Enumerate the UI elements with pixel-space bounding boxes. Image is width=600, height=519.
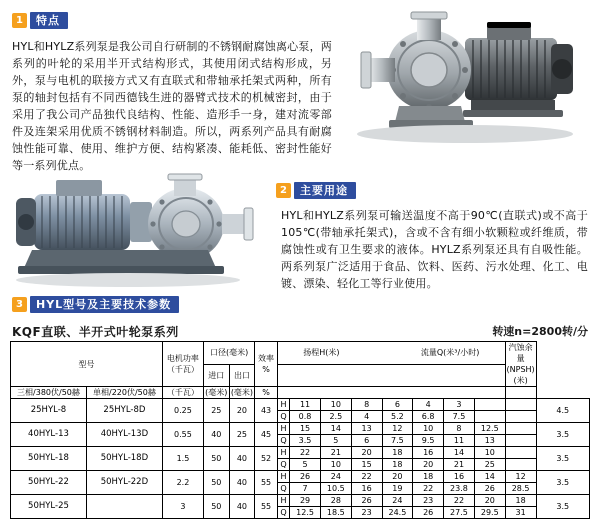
cell-head-value: 11 xyxy=(290,399,321,411)
cell-head-value: 12.5 xyxy=(474,423,505,435)
cell-head-value: 14 xyxy=(474,471,505,483)
cell-inlet: 50 xyxy=(203,495,229,519)
cell-model-3ph: 25HYL-8 xyxy=(11,399,87,423)
header-diameter: 口径(毫米) xyxy=(203,342,254,365)
cell-flow-value: 10 xyxy=(320,459,351,471)
cell-head-value: 15 xyxy=(290,423,321,435)
cell-flow-value: 23.8 xyxy=(444,483,475,495)
header-efficiency: 效率 % xyxy=(255,342,278,387)
cell-flow-value: 23 xyxy=(351,507,382,519)
section-3-number: 3 xyxy=(12,297,27,312)
table-speed-note: 转速n=2800转/分 xyxy=(492,325,588,338)
cell-npsh: 3.5 xyxy=(536,423,590,447)
cell-outlet: 25 xyxy=(229,423,255,447)
pump-with-motor-photo xyxy=(8,172,270,292)
cell-head-value xyxy=(505,399,536,411)
cell-flow-value: 18 xyxy=(382,459,413,471)
cell-head-value xyxy=(474,399,505,411)
cell-inlet: 50 xyxy=(203,471,229,495)
table-body xyxy=(11,399,590,519)
cell-flow-value: 3.5 xyxy=(290,435,321,447)
cell-model-3ph: 50HYL-18 xyxy=(11,447,87,471)
cell-efficiency: 55 xyxy=(255,471,278,495)
cell-power: 3 xyxy=(162,495,203,519)
cell-flow-value xyxy=(474,411,505,423)
cell-flow-value: 7 xyxy=(290,483,321,495)
cell-head-value: 21 xyxy=(320,447,351,459)
cell-q-label: Q xyxy=(277,507,289,519)
cell-flow-value: 13 xyxy=(474,435,505,447)
cell-flow-value: 12.5 xyxy=(290,507,321,519)
cell-model-1ph: 50HYL-22D xyxy=(86,471,162,495)
cell-flow-value: 5 xyxy=(290,459,321,471)
cell-flow-value xyxy=(505,459,536,471)
header-efficiency-unit: % xyxy=(255,387,278,399)
section-3-title: HYL型号及主要技术参数 xyxy=(30,296,179,313)
cell-head-value: 23 xyxy=(413,495,444,507)
cell-head-value: 12 xyxy=(505,471,536,483)
cell-flow-value: 25 xyxy=(474,459,505,471)
cell-head-value: 24 xyxy=(320,471,351,483)
cell-power: 0.25 xyxy=(162,399,203,423)
cell-head-value: 22 xyxy=(444,495,475,507)
section-2-body: HYL和HYLZ系列泵可输送温度不高于90℃(直联式)或不高于105℃(带轴承托架式)，含或不含有细小软颗粒或纤维质，带腐蚀性或有卫生要求的液体。HYLZ系列泵还具有自吸性能。两系列泵广泛适用于食品、饮料、医药、污水处理、化工、电镀、漂染、轻化工等行业使用。 xyxy=(281,209,588,290)
cell-efficiency: 43 xyxy=(255,399,278,423)
table-row xyxy=(11,399,590,411)
table-header-row-3 xyxy=(11,387,590,399)
cell-head-value: 18 xyxy=(382,447,413,459)
header-head-flow-sub xyxy=(277,364,505,387)
cell-model-1ph: 40HYL-13D xyxy=(86,423,162,447)
cell-head-value: 10 xyxy=(320,399,351,411)
cell-head-value: 22 xyxy=(351,471,382,483)
section-2-heading xyxy=(276,182,356,199)
cell-q-label: Q xyxy=(277,435,289,447)
cell-head-value: 14 xyxy=(444,447,475,459)
cell-h-label: H xyxy=(277,495,289,507)
cell-flow-value xyxy=(505,435,536,447)
cell-flow-value: 19 xyxy=(382,483,413,495)
cell-efficiency: 52 xyxy=(255,447,278,471)
cell-flow-value: 0.8 xyxy=(290,411,321,423)
cell-power: 1.5 xyxy=(162,447,203,471)
header-head-label: 扬程H(米) xyxy=(303,348,340,358)
cell-head-value: 12 xyxy=(382,423,413,435)
pump-photo-bottom-left xyxy=(8,172,270,292)
cell-flow-value: 27.5 xyxy=(444,507,475,519)
cell-flow-value: 28.5 xyxy=(505,483,536,495)
cell-flow-value: 15 xyxy=(351,459,382,471)
section-3-heading xyxy=(12,296,179,313)
header-outlet: 出口 xyxy=(229,364,255,387)
header-model-3ph: 三相/380伏/50赫 xyxy=(11,387,87,399)
cell-flow-value: 21 xyxy=(444,459,475,471)
cell-head-value: 18 xyxy=(505,495,536,507)
cell-inlet: 40 xyxy=(203,423,229,447)
table-row xyxy=(11,471,590,483)
header-flow-label: 流量Q(米³/小时) xyxy=(420,348,480,358)
cell-head-value: 10 xyxy=(474,447,505,459)
cell-power: 2.2 xyxy=(162,471,203,495)
cell-head-value: 22 xyxy=(290,447,321,459)
cell-flow-value: 6 xyxy=(351,435,382,447)
header-model-1ph: 单相/220伏/50赫 xyxy=(86,387,162,399)
cell-head-value: 8 xyxy=(444,423,475,435)
cell-flow-value: 16 xyxy=(351,483,382,495)
header-npsh: 汽蚀余量 (NPSH)(米) xyxy=(506,343,535,385)
cell-npsh: 3.5 xyxy=(536,447,590,471)
header-npsh-unit xyxy=(505,387,536,399)
cell-model-1ph: 50HYL-18D xyxy=(86,447,162,471)
header-inlet-unit: (毫米) xyxy=(205,388,228,397)
cell-head-value: 6 xyxy=(382,399,413,411)
cell-q-label: Q xyxy=(277,411,289,423)
pump-photo-top-right xyxy=(345,10,590,158)
cell-flow-value: 26 xyxy=(413,507,444,519)
cell-outlet: 20 xyxy=(229,399,255,423)
cell-model-3ph: 50HYL-22 xyxy=(11,471,87,495)
section-2-number: 2 xyxy=(276,183,291,198)
cell-head-value: 14 xyxy=(320,423,351,435)
cell-h-label: H xyxy=(277,447,289,459)
header-head-flow xyxy=(277,342,505,365)
cell-head-value: 13 xyxy=(351,423,382,435)
section-1-number: 1 xyxy=(12,13,27,28)
cell-head-value: 4 xyxy=(413,399,444,411)
cell-head-value: 8 xyxy=(351,399,382,411)
cell-model-1ph xyxy=(86,495,162,519)
section-2-title: 主要用途 xyxy=(294,182,356,199)
table-row xyxy=(11,447,590,459)
cell-model-1ph: 25HYL-8D xyxy=(86,399,162,423)
cell-flow-value: 2.5 xyxy=(320,411,351,423)
cell-efficiency: 55 xyxy=(255,495,278,519)
header-power-unit: （千瓦） xyxy=(162,387,203,399)
cell-head-value: 29 xyxy=(290,495,321,507)
cell-flow-value: 5 xyxy=(320,435,351,447)
cell-q-label: Q xyxy=(277,483,289,495)
cell-h-label: H xyxy=(277,471,289,483)
cell-flow-value: 10.5 xyxy=(320,483,351,495)
cell-model-3ph: 40HYL-13 xyxy=(11,423,87,447)
cell-flow-value: 5.2 xyxy=(382,411,413,423)
spec-table xyxy=(10,341,590,519)
header-units-hq xyxy=(277,387,505,399)
cell-head-value: 3 xyxy=(444,399,475,411)
cell-flow-value: 11 xyxy=(444,435,475,447)
cell-flow-value: 20 xyxy=(413,459,444,471)
cell-flow-value: 6.8 xyxy=(413,411,444,423)
cell-head-value: 20 xyxy=(382,471,413,483)
cell-flow-value: 22 xyxy=(413,483,444,495)
cell-head-value: 28 xyxy=(320,495,351,507)
cell-flow-value: 29.5 xyxy=(474,507,505,519)
cell-q-label: Q xyxy=(277,459,289,471)
section-1-title: 特点 xyxy=(30,12,68,29)
cell-inlet: 50 xyxy=(203,447,229,471)
cell-h-label: H xyxy=(277,423,289,435)
cell-head-value xyxy=(505,423,536,435)
cell-h-label: H xyxy=(277,399,289,411)
cell-head-value: 10 xyxy=(413,423,444,435)
cell-flow-value: 24.5 xyxy=(382,507,413,519)
cell-flow-value: 7.5 xyxy=(444,411,475,423)
cell-npsh: 4.5 xyxy=(536,399,590,423)
header-model: 型号 xyxy=(11,342,163,387)
cell-npsh: 3.5 xyxy=(536,495,590,519)
cell-head-value: 26 xyxy=(290,471,321,483)
header-power: 电机功率（千瓦） xyxy=(162,342,203,387)
header-inlet: 进口 xyxy=(203,364,229,387)
cell-head-value: 20 xyxy=(474,495,505,507)
cell-npsh: 3.5 xyxy=(536,471,590,495)
cell-inlet: 25 xyxy=(203,399,229,423)
table-title: KQF直联、半开式叶轮泵系列 xyxy=(12,325,179,339)
header-outlet-unit: (毫米) xyxy=(230,388,254,397)
cell-head-value: 18 xyxy=(413,471,444,483)
cell-flow-value: 4 xyxy=(351,411,382,423)
cell-model-3ph: 50HYL-25 xyxy=(11,495,87,519)
section-1-body: HYL和HYLZ系列泵是我公司自行研制的不锈钢耐腐蚀离心泵，两系列的叶轮的采用半开式结构形式，其使用闭式结构形成，另外，泵与电机的联接方式又有直联式和带轴承托架式两种，所有泵的轴封包括有不同西德钱生进的器臂式技术的机械密封，由于采用了我公司产品独代良结构、性能、造形手一身，建对流零部件及连架采用优质不锈钢材料制造。所以，两系列产品具有耐腐蚀性能可靠、使用、维护方便、结构紧凑、能耗低、密封性能好等一系列优点。 xyxy=(12,40,332,172)
cell-head-value xyxy=(505,447,536,459)
table-row xyxy=(11,423,590,435)
cell-outlet: 40 xyxy=(229,447,255,471)
cell-head-value: 20 xyxy=(351,447,382,459)
cell-efficiency: 45 xyxy=(255,423,278,447)
cell-flow-value: 7.5 xyxy=(382,435,413,447)
cell-flow-value: 18.5 xyxy=(320,507,351,519)
cell-head-value: 24 xyxy=(382,495,413,507)
cell-flow-value xyxy=(505,411,536,423)
cell-outlet: 40 xyxy=(229,471,255,495)
cell-flow-value: 9.5 xyxy=(413,435,444,447)
table-row xyxy=(11,495,590,507)
cell-head-value: 16 xyxy=(413,447,444,459)
centrifugal-pump-photo xyxy=(345,10,590,158)
table-header-row-1 xyxy=(11,342,590,365)
cell-head-value: 16 xyxy=(444,471,475,483)
cell-flow-value: 31 xyxy=(505,507,536,519)
cell-outlet: 40 xyxy=(229,495,255,519)
cell-power: 0.55 xyxy=(162,423,203,447)
cell-head-value: 26 xyxy=(351,495,382,507)
section-1-heading xyxy=(12,12,68,29)
cell-flow-value: 26 xyxy=(474,483,505,495)
